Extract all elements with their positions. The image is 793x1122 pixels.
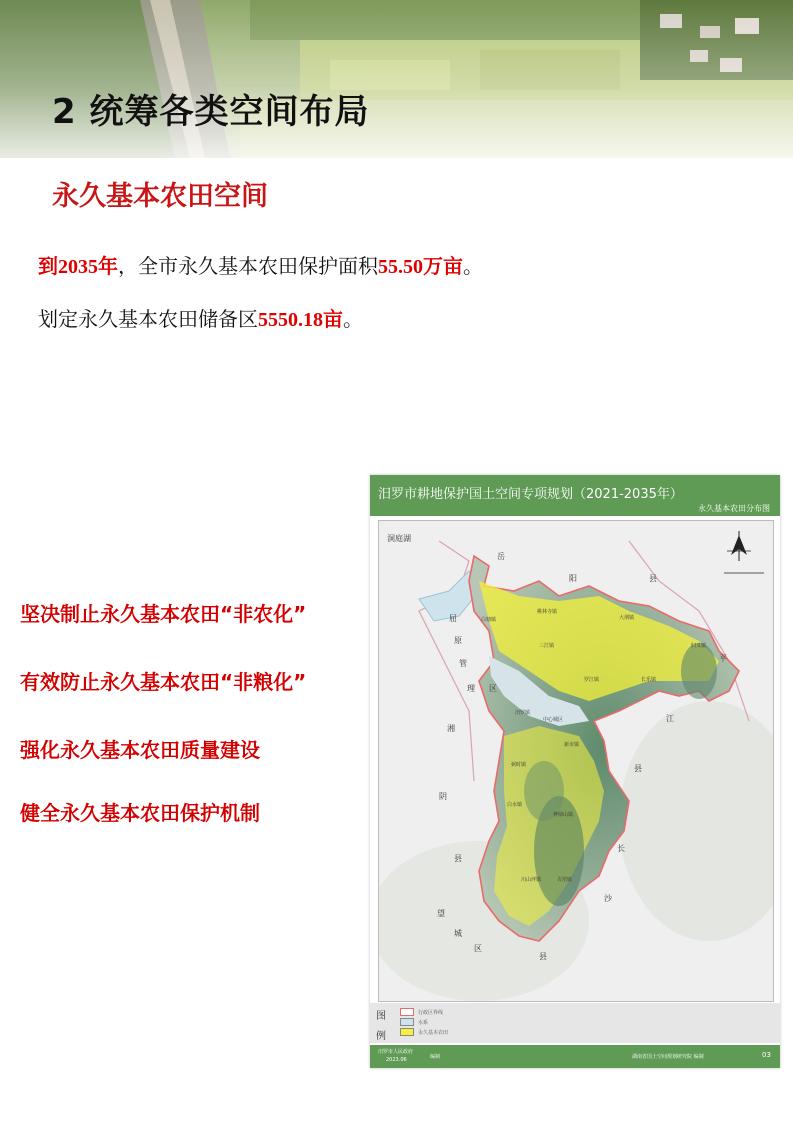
map-label: 县: [539, 952, 547, 961]
footer-mid: 编制: [430, 1054, 441, 1060]
town-label: 神鼎山镇: [553, 812, 574, 818]
legend-swatch: [400, 1028, 414, 1036]
town-label: 三江镇: [539, 643, 555, 649]
legend-item: [400, 1007, 448, 1017]
map-label: 原: [454, 636, 462, 645]
section-title: 2 统筹各类空间布局: [52, 92, 370, 132]
legend-swatch: [400, 1008, 414, 1016]
area-value-highlight: 55.50万亩: [378, 256, 463, 278]
map-legend: [370, 1003, 780, 1043]
paragraph-end: 。: [463, 254, 483, 278]
map-label: 理: [467, 684, 475, 693]
town-label: 长乐镇: [641, 677, 657, 683]
footer-org: 汨罗市人民政府: [378, 1049, 414, 1055]
map-label: 区: [474, 944, 482, 953]
map-label: 区: [489, 684, 497, 693]
map-label: 平: [719, 654, 727, 663]
town-label: 白水镇: [507, 802, 523, 808]
town-label: 桃林寺镇: [537, 609, 558, 615]
measure-item: 健全永久基本农田保护机制: [20, 801, 260, 825]
map-label: 城: [454, 929, 462, 938]
map-label: 县: [634, 764, 642, 773]
town-label: 归义镇: [691, 643, 707, 649]
town-label: 汨罗镇: [515, 710, 531, 716]
map-label: 江: [666, 714, 674, 723]
map-label: 阴: [439, 792, 447, 801]
map-label: 管: [459, 659, 467, 668]
legend-label: 永久基本农田: [418, 1029, 449, 1036]
measure-item: 有效防止永久基本农田“非粮化”: [20, 670, 307, 694]
map-footer: [370, 1045, 780, 1068]
map-label: 县: [649, 574, 657, 583]
footer-producer: 湖南省国土空间规划研究院 编制: [632, 1054, 704, 1060]
farmland-distribution-map: [370, 475, 780, 1068]
map-label: 沙: [604, 894, 612, 903]
legend-item: [400, 1027, 448, 1037]
page-number: 03: [762, 1051, 771, 1059]
town-label: 古培镇: [557, 877, 573, 883]
map-canvas: [378, 520, 774, 1002]
paragraph-farmland-area: [38, 250, 483, 279]
header-banner-image: [0, 0, 793, 158]
paragraph-text: 划定永久基本农田储备区: [38, 307, 258, 331]
town-label: 新市镇: [564, 742, 580, 748]
map-label: 屈: [449, 614, 457, 623]
measure-item: 强化永久基本农田质量建设: [20, 738, 260, 762]
town-label: 川山坪镇: [521, 877, 542, 883]
map-label: 阳: [569, 574, 577, 583]
town-label: 弼时镇: [511, 762, 527, 768]
map-header: [370, 475, 780, 516]
paragraph-text: ，全市永久基本农田保护面积: [118, 254, 378, 278]
legend-item: [400, 1017, 448, 1027]
measure-item: 坚决制止永久基本农田“非农化”: [20, 602, 307, 626]
map-label: 洞庭湖: [387, 534, 411, 543]
paragraph-end: 。: [343, 307, 363, 331]
legend-title: 图例: [376, 1011, 386, 1042]
reserve-value-highlight: 5550.18亩: [258, 309, 343, 331]
paragraph-reserve-area: [38, 303, 363, 332]
footer-date: 2023.06: [386, 1057, 407, 1063]
map-title: 汨罗市耕地保护国土空间专项规划（2021-2035年）: [378, 487, 683, 502]
town-label: 白塘镇: [481, 617, 497, 623]
map-label: 岳: [497, 552, 505, 561]
legend-swatch: [400, 1018, 414, 1026]
map-label: 县: [454, 854, 462, 863]
town-label: 中心城区: [543, 717, 564, 723]
map-label: 湘: [447, 724, 455, 733]
map-subtitle: 永久基本农田分布图: [698, 504, 770, 513]
town-label: 罗江镇: [584, 677, 600, 683]
map-label: 望: [437, 909, 445, 918]
subheading: 永久基本农田空间: [52, 181, 268, 212]
town-label: 大荆镇: [619, 615, 635, 621]
legend-label: 水系: [418, 1019, 429, 1026]
legend-label: 行政区界线: [418, 1009, 444, 1016]
year-highlight: 到2035年: [38, 256, 118, 278]
map-label: 长: [617, 844, 625, 853]
